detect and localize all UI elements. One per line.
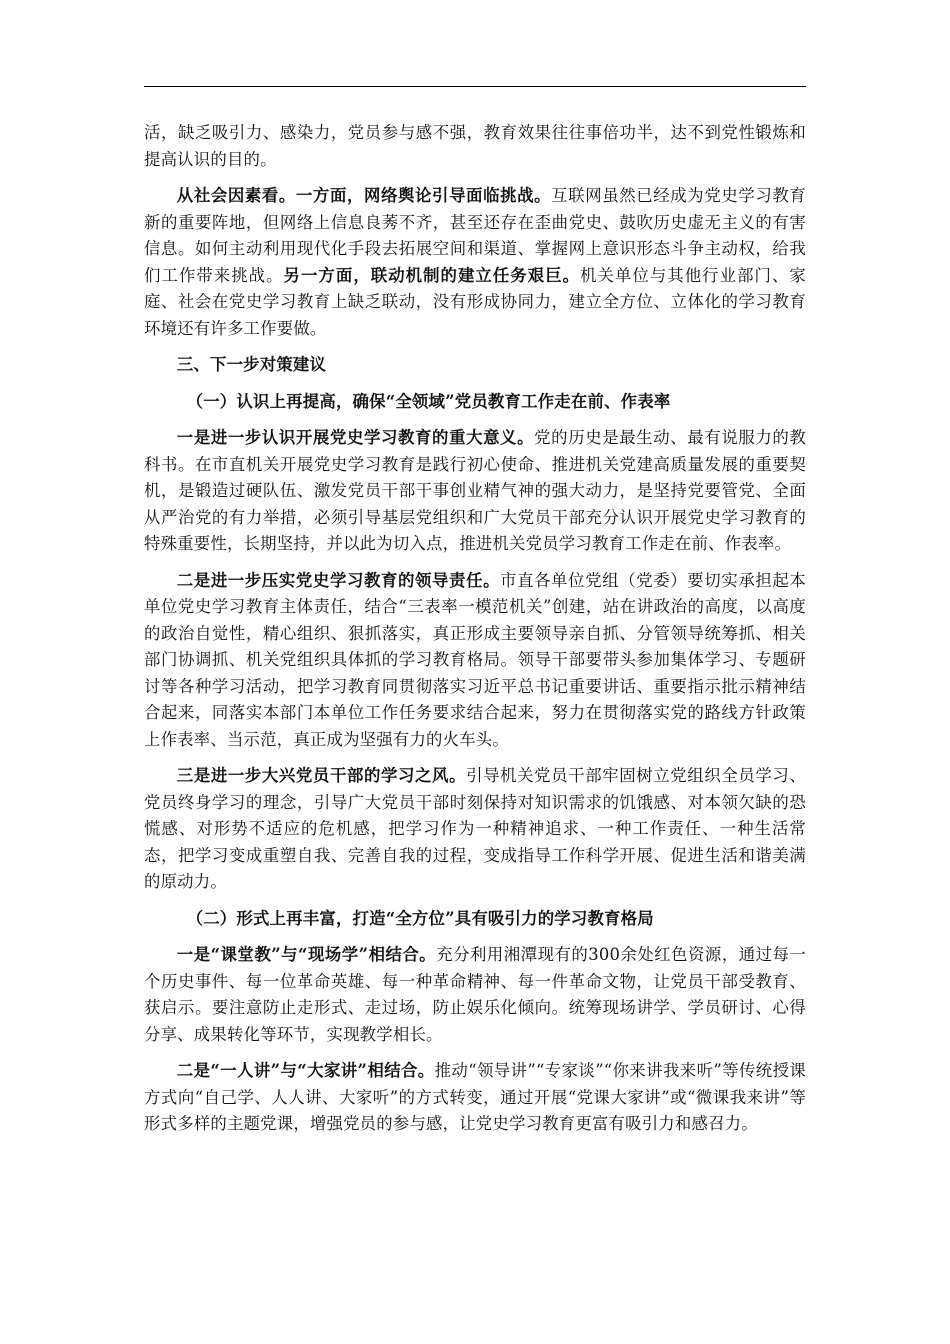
paragraph-point-2 xyxy=(144,568,806,754)
paragraph-lead: 一是“课堂教”与“现场学”相结合。 xyxy=(176,945,437,964)
paragraph-text: 互联网虽然已经成为党史学习教育新的重要阵地，但网络上信息良莠不齐，甚至还存在歪曲党史、鼓吹历史虚无主义的有害信息。如何主动利用现代化手段去拓展空间和渠道、掌握网上意识形态斗争主动权，给我们工作带来挑战。 xyxy=(144,186,806,285)
paragraph-text: 党的历史是最生动、最有说服力的教科书。在市直机关开展党史学习教育是践行初心使命、推进机关党建高质量发展的重要契机，是锻造过硬队伍、激发党员干部干事创业精气神的强大动力，是坚持党要管党、全面从严治党的有力举措，必须引导基层党组织和广大党员干部充分认识开展党史学习教育的特殊重要性，长期坚持，并以此为切入点，推进机关党员学习教育工作走在前、作表率。 xyxy=(144,428,806,553)
paragraph-text: 市直各单位党组（党委）要切实承担起本单位党史学习教育主体责任，结合“三表率一模范机关”创建，站在讲政治的高度，以高度的政治自觉性，精心组织、狠抓落实，真正形成主要领导亲自抓、分管领导统筹抓、相关部门协调抓、机关党组织具体抓的学习教育格局。领导干部要带头参加集体学习、专题研讨等各种学习活动，把学习教育同贯彻落实习近平总书记重要讲话、重要指示批示精神结合起来，同落实本部门本单位工作任务要求结合起来，努力在贯彻落实党的路线方针政策上作表率、当示范，真正成为坚强有力的火车头。 xyxy=(144,570,806,749)
paragraph-social-factors xyxy=(144,183,806,342)
document-body xyxy=(144,120,806,1148)
paragraph-text: 推动“领导讲”“专家谈”“你来讲我来听”等传统授课方式向“自己学、人人讲、大家听”的方式转变，通过开展“党课大家讲”或“微课我来讲”等形式多样的主题党课，增强党员的参与感，让党史学习教育更富有吸引力和感召力。 xyxy=(144,1061,806,1133)
paragraph-lead: 二是进一步压实党史学习教育的领导责任。 xyxy=(176,570,501,590)
subsection-heading-2: （二）形式上再丰富，打造“全方位”具有吸引力的学习教育格局 xyxy=(186,908,654,928)
paragraph-text: 充分利用湘潭现有的300余处红色资源，通过每一个历史事件、每一位革命英雄、每一种革命精神、每一件革命文物，让党员干部受教育、获启示。要注意防止走形式、走过场，防止娱乐化倾向。统筹现场讲学、学员研讨、心得分享、成果转化等环节，实现教学相长。 xyxy=(144,945,806,1044)
subsection-heading-1: （一）认识上再提高，确保“全领域”党员教育工作走在前、作表率 xyxy=(186,391,671,411)
paragraph-lead: 从社会因素看。一方面，网络舆论引导面临挑战。 xyxy=(176,186,552,205)
paragraph-text: 引导机关党员干部牢固树立党组织全员学习、党员终身学习的理念，引导广大党员干部时刻保持对知识需求的饥饿感、对本领欠缺的恐慌感、对形势不适应的危机感，把学习作为一种精神追求、一种工作责任、一种生活常态，把学习变成重塑自我、完善自我的过程，变成指导工作科学开展、促进生活和谐美满的原动力。 xyxy=(144,766,807,891)
header-rule xyxy=(144,86,806,87)
section-heading: 三、下一步对策建议 xyxy=(176,355,327,374)
paragraph-continuation: 活，缺乏吸引力、感染力，党员参与感不强，教育效果往往事倍功半，达不到党性锻炼和提高认识的目的。 xyxy=(144,123,806,169)
paragraph-point-1 xyxy=(144,425,806,558)
paragraph-form-2 xyxy=(144,1058,806,1138)
paragraph-lead: 二是“一人讲”与“大家讲”相结合。 xyxy=(176,1061,435,1080)
paragraph-lead: 三是进一步大兴党员干部的学习之风。 xyxy=(176,766,467,785)
paragraph-form-1 xyxy=(144,942,806,1048)
paragraph-lead: 一是进一步认识开展党史学习教育的重大意义。 xyxy=(176,428,535,447)
paragraph-text: 机关单位与其他行业部门、家庭、社会在党史学习教育上缺乏联动，没有形成协同力，建立全方位、立体化的学习教育环境还有许多工作要做。 xyxy=(144,265,806,338)
paragraph-point-3 xyxy=(144,763,806,896)
paragraph-bold-phrase: 另一方面，联动机制的建立任务艰巨。 xyxy=(283,265,581,285)
